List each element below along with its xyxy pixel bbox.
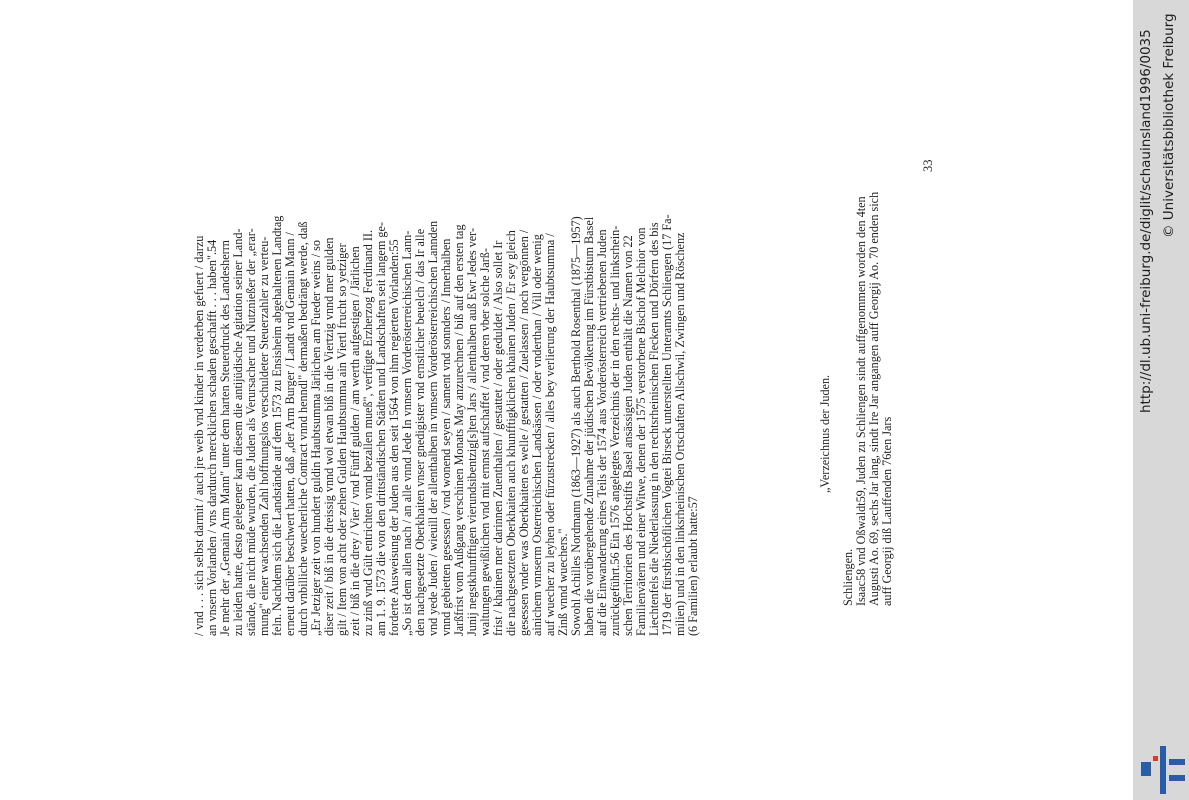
page-number: 33 — [921, 159, 935, 172]
text-line: milien) und in den linksrheinischen Ortschaften Allschwil, Zwingen und Röschenz — [673, 232, 687, 636]
text-line: waltungen gewißlichen vnd mit ernnst aufschaffet / vnd deren vber solche Jarß- — [478, 248, 492, 636]
text-line: an vnsern Vorlanden / vns dardurch mercklichen schaden geschafft . . . haben".54 — [205, 239, 219, 636]
text-line: Junij negstkhunfftigen vierundsibentzig[s]ten Jars / allenthalben auß Ewr Jedes ver- — [465, 227, 479, 636]
text-line: vnd yede Juden / wieuill der allenthalben in vnnsern Vorderösterreichischen Lannden — [426, 220, 440, 636]
text-line: am 1. 9. 1573 die von den drittständischen Städten und Landschaften seit langem ge- — [374, 222, 388, 636]
copyright-notice: © Universitätsbibliothek Freiburg — [1161, 13, 1177, 238]
text-line: Liechtenfels die Niederlassung in den rechtsrheinischen Flecken und Dörfern des bis — [647, 222, 661, 636]
text-line: ainichem vnnserm Osterreichischen Landsässen / oder vnderthan / Vill oder wenig — [530, 234, 544, 636]
text-line: vnnd gebietten gesessen / vnd wonend seyen / sament vnd sonnders / Innerhalben — [439, 238, 453, 636]
text-line: / vnd . . . sich selbst darmit / auch jre weib vnd kinder in verderben gefuert / darzu — [192, 235, 206, 636]
list-line: Schliengen. — [841, 548, 855, 606]
text-line: auf wuecher zu leyhen oder fürzustrecken / alles bey verlierung der Haubtsumma / — [543, 233, 557, 636]
text-line: durch vnbilliche wuecherliche Contract vnnd henndl" dermaßen bedrängt werde, daß — [296, 221, 310, 636]
text-line: gesessen vnder was Oberkhaiten es welle / gestatten / Zuelassen / noch vergönnen / — [517, 229, 531, 636]
text-line: feln. Nachdem sich die Landstände auf dem 1573 zu Ensisheim abgehaltenen Landtag — [270, 215, 284, 636]
text-line: schen Territorien des Hochstifts Basel ansässigen Juden enthält die Namen von 22 — [621, 235, 635, 636]
text-line: 1719 der fürstbischöflichen Vogtei Birseck unterstellten Unteramts Schliengen (17 Fa- — [660, 214, 674, 636]
text-line: zu leiden hatte, desto gelegener kam diesem die antijüdische Agitation seiner Land- — [231, 228, 245, 636]
text-line: „So ist dem allen nach / an alle vnnd Jede In vnnsern Vorderösterreichischen Lann- — [400, 230, 414, 636]
list-line: Augusti Ao. 69, sechs Jar lang, sindt Ire Jar angangen auff Georgij Ao. 70 enden sich — [867, 191, 881, 606]
text-line: „Er Jetziger zeit von hundert guldin Haubtsumma Järlichen am Fueder weins / so — [309, 240, 323, 636]
list-line: Isaac58 vnd Oßwaldt59, Juden zu Schliengen sindt auffgenommen worden den 4ten — [854, 196, 868, 606]
text-line: gilt / Item von acht oder zehen Gulden Haubtsumma ain Viertl frucht so yetziger — [335, 243, 349, 636]
text-line: den nachgesetzte Oberkhaiten vnser gnedigister vnd ernstlicher beuelch / das Ir alle — [413, 228, 427, 636]
text-line: auf die Einwanderung eines Teils der 1574 aus Vorderösterreich vertriebenen Juden — [595, 229, 609, 636]
text-line: zurückgeführt.56 Ein 1576 angelegtes Verzeichnis der in den rechts- und linksrhein- — [608, 225, 622, 636]
text-line: die nachgesetzten Oberkhaiten auch khunfftigklichen khainen Juden / Er sey gleich — [504, 230, 518, 636]
list-heading: „Verzeichnus der Juden. — [818, 374, 832, 493]
text-line: Sowohl Achilles Nordmann (1863—1927) als auch Berthold Rosenthal (1875—1957) — [569, 216, 583, 636]
text-line: haben die vorübergehende Zunahme der jüdischen Bevölkerung im Fürstbistum Basel — [582, 216, 596, 636]
text-line: erneut darüber beschwert hatten, daß „der Arm Burger / Landt vnd Gemain Mann / — [283, 232, 297, 636]
text-line: zu zinß vnd Gült entrichten vnnd bezallen mueß", verfügte Erzherzog Ferdinand II. — [361, 229, 375, 636]
text-line: diser zeit / biß in die dreissig vnnd wol etwan biß in die Viertzig vnnd mer gulden — [322, 237, 336, 636]
text-line: forderte Ausweisung der Juden aus den seit 1564 von ihm regierten Vorlanden:55 — [387, 239, 401, 636]
text-line: mung" einer wachsenden Zahl hoffnungslos verschuldeter Steuerzahler zu verteu- — [257, 236, 271, 636]
text-line: stände, die nicht müde wurden, die Juden als Verursacher und Nutznießer der „erar- — [244, 228, 258, 636]
text-line: zeit / biß in die drey / Vier / vnd Fünff gulden / am werth aufgestigen / Järlichen — [348, 246, 362, 636]
library-logo-icon — [1141, 746, 1185, 794]
text-line: (6 Familien) erlaubt hatte:57 — [686, 496, 700, 636]
list-text-block — [842, 192, 894, 606]
text-line: Familienvätern und einer Witwe, denen der 1575 verstorbene Bischof Melchior von — [634, 227, 648, 636]
text-line: frist / khainen mer darinnen Zuenthalten / gestattet / oder geduldet / Also sollet Ir — [491, 240, 505, 636]
text-line: Zinß vnnd wuechers." — [556, 528, 570, 636]
main-text-block — [193, 214, 700, 636]
text-line: Je mehr der „Gemain Arm Mann" unter dem harten Steuerdruck des Landesherrn — [218, 240, 232, 636]
list-line: auff Georgij diß Lauffenden 76ten Jars — [880, 416, 894, 606]
text-line: Jarßfrist vom Außgang verschinen Monats May anzurechnen / biß auf den ersten tag — [452, 224, 466, 636]
source-url-link[interactable]: http://dl.ub.uni-freiburg.de/diglit/schauinsland1996/0035 — [1138, 29, 1154, 413]
